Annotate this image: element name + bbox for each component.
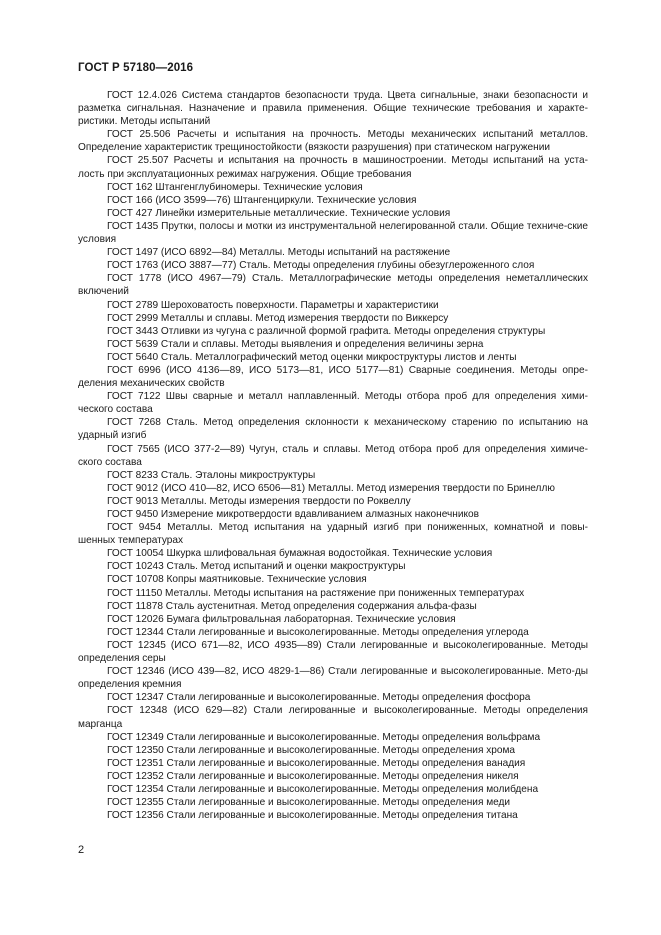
reference-entry: ГОСТ 3443 Отливки из чугуна с различной формой графита. Методы определения структуры <box>107 325 546 337</box>
page-number: 2 <box>78 844 85 856</box>
document-header <box>78 62 193 74</box>
reference-entry: ГОСТ 11150 Металлы. Методы испытания на растяжение при пониженных температурах <box>107 587 525 599</box>
references-list <box>78 89 588 822</box>
reference-entry: ГОСТ 7565 (ИСО 377-2—89) Чугун, сталь и сплавы. Метод отбора проб для определения химиче-ского состава <box>78 443 588 468</box>
reference-entry: ГОСТ 166 (ИСО 3599—76) Штангенциркули. Технические условия <box>107 194 417 206</box>
reference-entry: ГОСТ 25.506 Расчеты и испытания на прочность. Методы механических испытаний металлов. Определение характеристик трещиностойкости (вязкости разрушения) при статическом нагружении <box>78 129 588 154</box>
reference-entry: ГОСТ 12348 (ИСО 629—82) Стали легированные и высоколегированные. Методы определения марганца <box>78 705 588 730</box>
reference-entry: ГОСТ 7268 Сталь. Метод определения склонности к механическому старению по испытанию на ударный изгиб <box>78 417 588 442</box>
reference-entry: ГОСТ 5639 Стали и сплавы. Методы выявления и определения величины зерна <box>107 338 484 350</box>
reference-entry: ГОСТ 12026 Бумага фильтровальная лабораторная. Технические условия <box>107 613 456 625</box>
reference-entry: ГОСТ 12350 Стали легированные и высоколегированные. Методы определения хрома <box>107 744 516 756</box>
reference-entry: ГОСТ 12351 Стали легированные и высоколегированные. Методы определения ванадия <box>107 757 526 769</box>
reference-entry: ГОСТ 8233 Сталь. Эталоны микроструктуры <box>107 469 316 481</box>
reference-entry: ГОСТ 12344 Стали легированные и высоколегированные. Методы определения углерода <box>107 626 529 638</box>
reference-entry: ГОСТ 9013 Металлы. Методы измерения твердости по Роквеллу <box>107 495 411 507</box>
reference-entry: ГОСТ 10243 Сталь. Метод испытаний и оценки макроструктуры <box>107 561 406 573</box>
reference-entry: ГОСТ 5640 Сталь. Металлографический метод оценки микроструктуры листов и ленты <box>107 351 517 363</box>
reference-entry: ГОСТ 10054 Шкурка шлифовальная бумажная водостойкая. Технические условия <box>107 548 493 560</box>
reference-entry: ГОСТ 7122 Швы сварные и металл наплавленный. Методы отбора проб для определения хими-ческого состава <box>78 391 588 416</box>
reference-entry: ГОСТ 12354 Стали легированные и высоколегированные. Методы определения молибдена <box>107 783 539 795</box>
reference-entry: ГОСТ 2789 Шероховатость поверхности. Параметры и характеристики <box>107 299 439 311</box>
reference-entry: ГОСТ 12352 Стали легированные и высоколегированные. Методы определения никеля <box>107 770 519 782</box>
reference-entry: ГОСТ 12345 (ИСО 671—82, ИСО 4935—89) Стали легированные и высоколегированные. Методы определения серы <box>78 639 588 665</box>
reference-entry: ГОСТ 12355 Стали легированные и высоколегированные. Методы определения меди <box>107 797 511 809</box>
reference-entry: ГОСТ 6996 (ИСО 4136—89, ИСО 5173—81, ИСО 5177—81) Сварные соединения. Методы опре-деления механических свойств <box>78 364 588 390</box>
reference-entry: ГОСТ 12349 Стали легированные и высоколегированные. Методы определения вольфрама <box>107 731 541 743</box>
reference-entry: ГОСТ 12.4.026 Система стандартов безопасности труда. Цвета сигнальные, знаки безопасности и разметка сигнальная. Назначение и правила применения. Общие технические требования и характе-ристики. Методы испытаний <box>78 90 588 128</box>
reference-entry: ГОСТ 9012 (ИСО 410—82, ИСО 6506—81) Металлы. Метод измерения твердости по Бринеллю <box>107 482 555 494</box>
reference-entry: ГОСТ 9454 Металлы. Метод испытания на ударный изгиб при пониженных, комнатной и повы-шенных температурах <box>78 522 588 547</box>
reference-entry: ГОСТ 11878 Сталь аустенитная. Метод определения содержания альфа-фазы <box>107 600 477 612</box>
reference-entry: ГОСТ 25.507 Расчеты и испытания на прочность в машиностроении. Методы испытаний на уста-лость при эксплуатационных режимах нагружения. Общие требования <box>78 155 588 180</box>
reference-entry: ГОСТ 1497 (ИСО 6892—84) Металлы. Методы испытаний на растяжение <box>107 247 451 259</box>
reference-entry: ГОСТ 10708 Копры маятниковые. Технические условия <box>107 574 367 586</box>
reference-entry: ГОСТ 9450 Измерение микротвердости вдавливанием алмазных наконечников <box>107 509 479 520</box>
reference-entry: ГОСТ 2999 Металлы и сплавы. Метод измерения твердости по Виккерсу <box>107 312 449 324</box>
reference-entry: ГОСТ 12346 (ИСО 439—82, ИСО 4829-1—86) Стали легированные и высоколегированные. Мето-ды определения кремния <box>78 666 588 691</box>
document-code: ГОСТ Р 57180—2016 <box>78 62 194 74</box>
reference-entry: ГОСТ 12356 Стали легированные и высоколегированные. Методы определения титана <box>107 810 518 822</box>
reference-entry: ГОСТ 1778 (ИСО 4967—79) Сталь. Металлографические методы определения неметаллических включений <box>78 273 588 298</box>
reference-entry: ГОСТ 162 Штангенглубиномеры. Технические условия <box>107 181 363 193</box>
reference-entry: ГОСТ 427 Линейки измерительные металлические. Технические условия <box>107 207 451 219</box>
reference-entry: ГОСТ 1435 Прутки, полосы и мотки из инструментальной нелегированной стали. Общие техниче-ские условия <box>78 220 588 246</box>
reference-entry: ГОСТ 12347 Стали легированные и высоколегированные. Методы определения фосфора <box>107 692 531 704</box>
reference-entry: ГОСТ 1763 (ИСО 3887—77) Сталь. Методы определения глубины обезуглероженного слоя <box>107 260 535 272</box>
